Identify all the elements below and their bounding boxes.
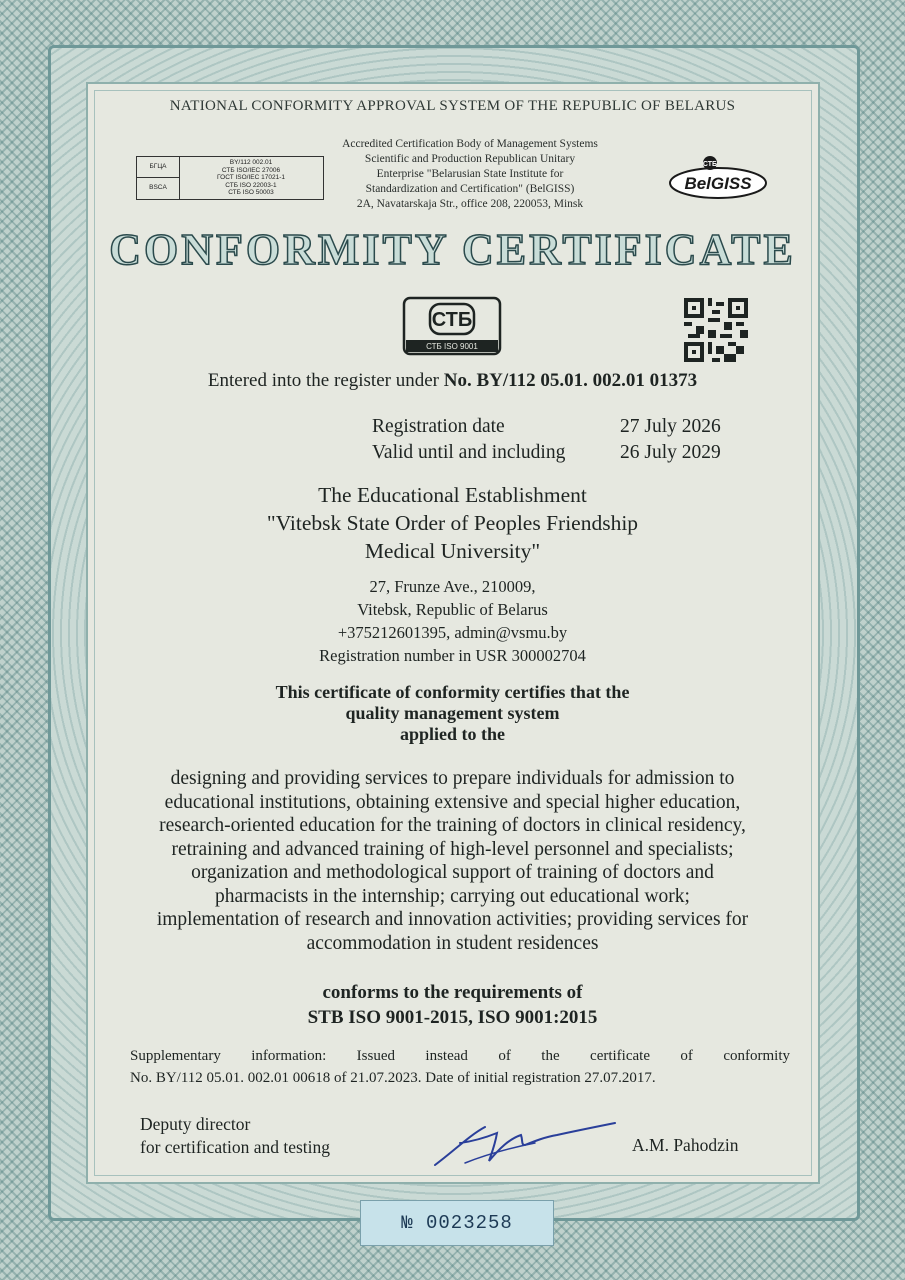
register-prefix: Entered into the register under: [207, 370, 439, 391]
conformity-standards: [0, 980, 905, 1030]
supplementary-info-line2: No. BY/112 05.01. 002.01 00618 of 21.07.2023. Date of initial registration 27.07.2017.: [130, 1070, 656, 1086]
organization-line: Medical University": [364, 539, 541, 563]
role-line: Deputy director: [140, 1114, 251, 1134]
certifies-line: quality management system: [345, 703, 560, 723]
organization-name: [0, 481, 905, 565]
registration-date-label: Registration date: [372, 416, 505, 437]
address-line: +375212601395, admin@vsmu.by: [337, 623, 568, 642]
supplementary-info-line1: Supplementary information: Issued instead of the certificate of conformity: [130, 1048, 790, 1064]
certification-scope: [90, 767, 815, 955]
scope-line: retraining and advanced training of high-level personnel and specialists;: [171, 838, 734, 860]
organization-line: The Educational Establishment: [318, 483, 587, 507]
scope-line: research-oriented education for the training of doctors in clinical residency,: [159, 815, 746, 836]
validity-dates: [372, 414, 721, 466]
cert-body-line: Enterprise "Belarusian State Institute for: [376, 168, 564, 180]
scope-line: accommodation in student residences: [306, 932, 599, 954]
accreditation-box: [136, 156, 324, 200]
scope-line: organization and methodological support of training of doctors and: [191, 862, 714, 883]
accreditation-line: СТБ ISO 50003: [228, 189, 274, 197]
certification-body-info: [300, 137, 640, 212]
belgiss-logo: [668, 155, 768, 201]
address-line: 27, Frunze Ave., 210009,: [369, 577, 536, 596]
accreditation-line: СТБ ISO 22003-1: [225, 181, 277, 189]
accreditation-line: СТБ ISO/IEC 27006: [221, 166, 281, 174]
organization-address: [0, 575, 905, 667]
register-number: No. BY/112 05.01. 002.01 01373: [443, 370, 698, 391]
scope-line: implementation of research and innovation activities; providing services for: [156, 909, 749, 930]
accreditation-line: ГОСТ ISO/IEC 17021-1: [217, 174, 285, 182]
scope-line: educational institutions, obtaining extensive and special higher education,: [164, 791, 741, 813]
address-line: Vitebsk, Republic of Belarus: [357, 600, 548, 619]
standards-line: STB ISO 9001-2015, ISO 9001:2015: [307, 1007, 598, 1028]
cert-body-line: Standardization and Certification" (BelGISS): [365, 183, 575, 195]
register-entry: [0, 370, 905, 392]
system-title: NATIONAL CONFORMITY APPROVAL SYSTEM OF THE REPUBLIC OF BELARUS: [169, 98, 736, 114]
certificate-title: CONFORMITY CERTIFICATE: [109, 225, 796, 274]
accreditation-line: BY/112 002.01: [229, 159, 273, 166]
svg-text:СТБ ISO 9001: СТБ ISO 9001: [426, 342, 478, 351]
conforms-line: conforms to the requirements of: [322, 982, 583, 1003]
certificate-serial-number: № 0023258: [360, 1200, 554, 1246]
handwritten-signature: [425, 1115, 625, 1175]
valid-until-value: 26 July 2029: [620, 442, 721, 463]
accreditation-bsca: BSCA: [149, 184, 167, 191]
cert-body-line: Scientific and Production Republican Unitary: [364, 153, 576, 165]
registration-date-value: 27 July 2026: [620, 416, 721, 437]
accreditation-bgca: БГЦА: [137, 157, 179, 178]
address-line: Registration number in USR 300002704: [319, 646, 586, 665]
qr-code: [684, 298, 748, 362]
scope-line: pharmacists in the internship; carrying out educational work;: [215, 885, 690, 907]
certifies-statement: [0, 682, 905, 745]
signatory-name: A.M. Pahodzin: [632, 1135, 739, 1155]
organization-line: "Vitebsk State Order of Peoples Friendship: [266, 511, 639, 535]
certifies-line: applied to the: [399, 724, 505, 744]
certifies-line: This certificate of conformity certifies that the: [275, 682, 630, 702]
svg-text:СТБ: СТБ: [431, 309, 473, 331]
scope-line: designing and providing services to prepare individuals for admission to: [170, 768, 735, 789]
cert-body-line: 2A, Navatarskaja Str., office 208, 220053, Minsk: [356, 198, 584, 210]
svg-text:BelGISS: BelGISS: [684, 174, 752, 193]
valid-until-label: Valid until and including: [372, 442, 566, 463]
svg-text:СТБ: СТБ: [702, 161, 718, 168]
signatory-role: [140, 1113, 330, 1159]
role-line: for certification and testing: [140, 1137, 330, 1157]
stb-iso-9001-logo: [402, 296, 502, 356]
cert-body-line: Accredited Certification Body of Management Systems: [342, 138, 598, 150]
